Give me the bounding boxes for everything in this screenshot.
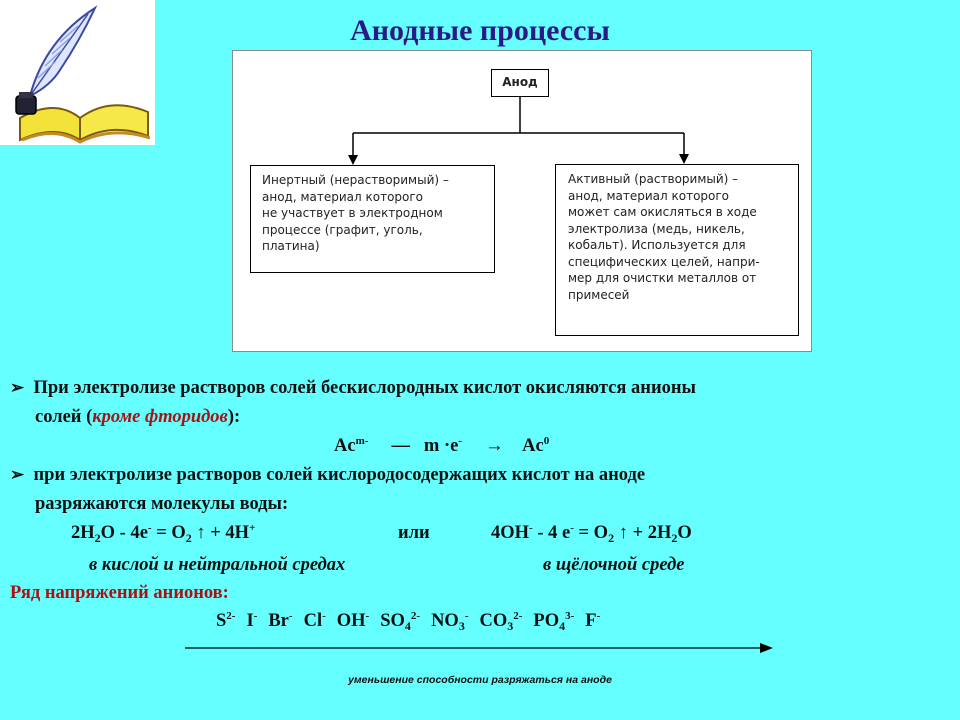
inert-text-line: Инертный (нерастворимый) – xyxy=(262,173,449,187)
anion-item: $CO_3^{2-}$ xyxy=(479,610,523,633)
active-text-line: кобальт). Используется для xyxy=(568,238,746,252)
anode-classification-diagram xyxy=(232,50,812,352)
equation-1: $Ac^{m-}$ — m ·e- → Ac$^0$ xyxy=(334,435,550,456)
active-text-line: может сам окисляться в ходе xyxy=(568,205,757,219)
anode-box: Анод xyxy=(491,69,549,97)
page-title: Анодные процессы xyxy=(350,14,610,47)
inert-anode-box xyxy=(250,165,495,273)
fluoride-exception: кроме фторидов xyxy=(92,407,228,427)
alkaline-medium-caption: в щёлочной среде xyxy=(543,555,685,575)
active-text-line: примесей xyxy=(568,287,630,302)
anion-item: $SO_4^{2-}$ xyxy=(380,610,421,633)
anion-item: Cl- xyxy=(303,610,326,631)
bullet-2-line-1: ➢ при электролизе растворов солей кислородосодержащих кислот на аноде xyxy=(10,465,646,485)
acid-medium-caption: в кислой и нейтральной средах xyxy=(89,555,346,575)
active-anode-box xyxy=(555,164,799,336)
anion-series xyxy=(216,611,960,632)
anion-item: $S^{2-}$ xyxy=(216,610,236,631)
active-text-line: анод, материал которого xyxy=(568,188,730,203)
bullet-1-line-2: солей (кроме фторидов): xyxy=(35,407,241,427)
anion-item: Br- xyxy=(268,610,293,631)
anion-item: I- xyxy=(246,610,258,631)
inert-text-line: процессе (графит, уголь, xyxy=(262,222,423,237)
bullet-1-line-1: ➢ При электролизе растворов солей бескислородных кислот окисляются анионы xyxy=(10,378,696,398)
inert-text-line: не участвует в электродном xyxy=(262,206,443,220)
equation-alkaline: 4OH- - 4 $e^- = O_2$ ↑ + $2H_2O$ xyxy=(491,522,692,545)
active-text-line: электролиза (медь, никель, xyxy=(568,221,745,236)
decrease-arrow xyxy=(185,640,775,656)
active-text-line: специфических целей, напри- xyxy=(568,254,760,269)
bullet-marker-icon: ➢ xyxy=(10,465,25,484)
inert-text-line: анод, материал которого xyxy=(262,189,424,204)
active-text-line: мер для очистки металлов от xyxy=(568,271,757,285)
bullet-marker-icon: ➢ xyxy=(10,378,25,397)
bullet-2-line-2: разряжаются молекулы воды: xyxy=(35,494,289,514)
anion-series-label: Ряд напряжений анионов: xyxy=(10,583,229,603)
anion-item: $PO_4^{3-}$ xyxy=(533,610,575,633)
anion-item: $NO_3^-$ xyxy=(431,610,469,633)
inert-text-line: платина) xyxy=(262,239,320,253)
decrease-caption: уменьшение способности разряжаться на аноде xyxy=(348,674,612,686)
anion-item: OH- xyxy=(336,610,370,631)
or-word: или xyxy=(398,523,430,543)
anion-item: F- xyxy=(585,610,601,631)
active-text-line: Активный (растворимый) – xyxy=(568,172,739,186)
equation-acid: $2H_2O - 4e^- = O_2$ ↑ + 4H+ xyxy=(71,522,256,545)
